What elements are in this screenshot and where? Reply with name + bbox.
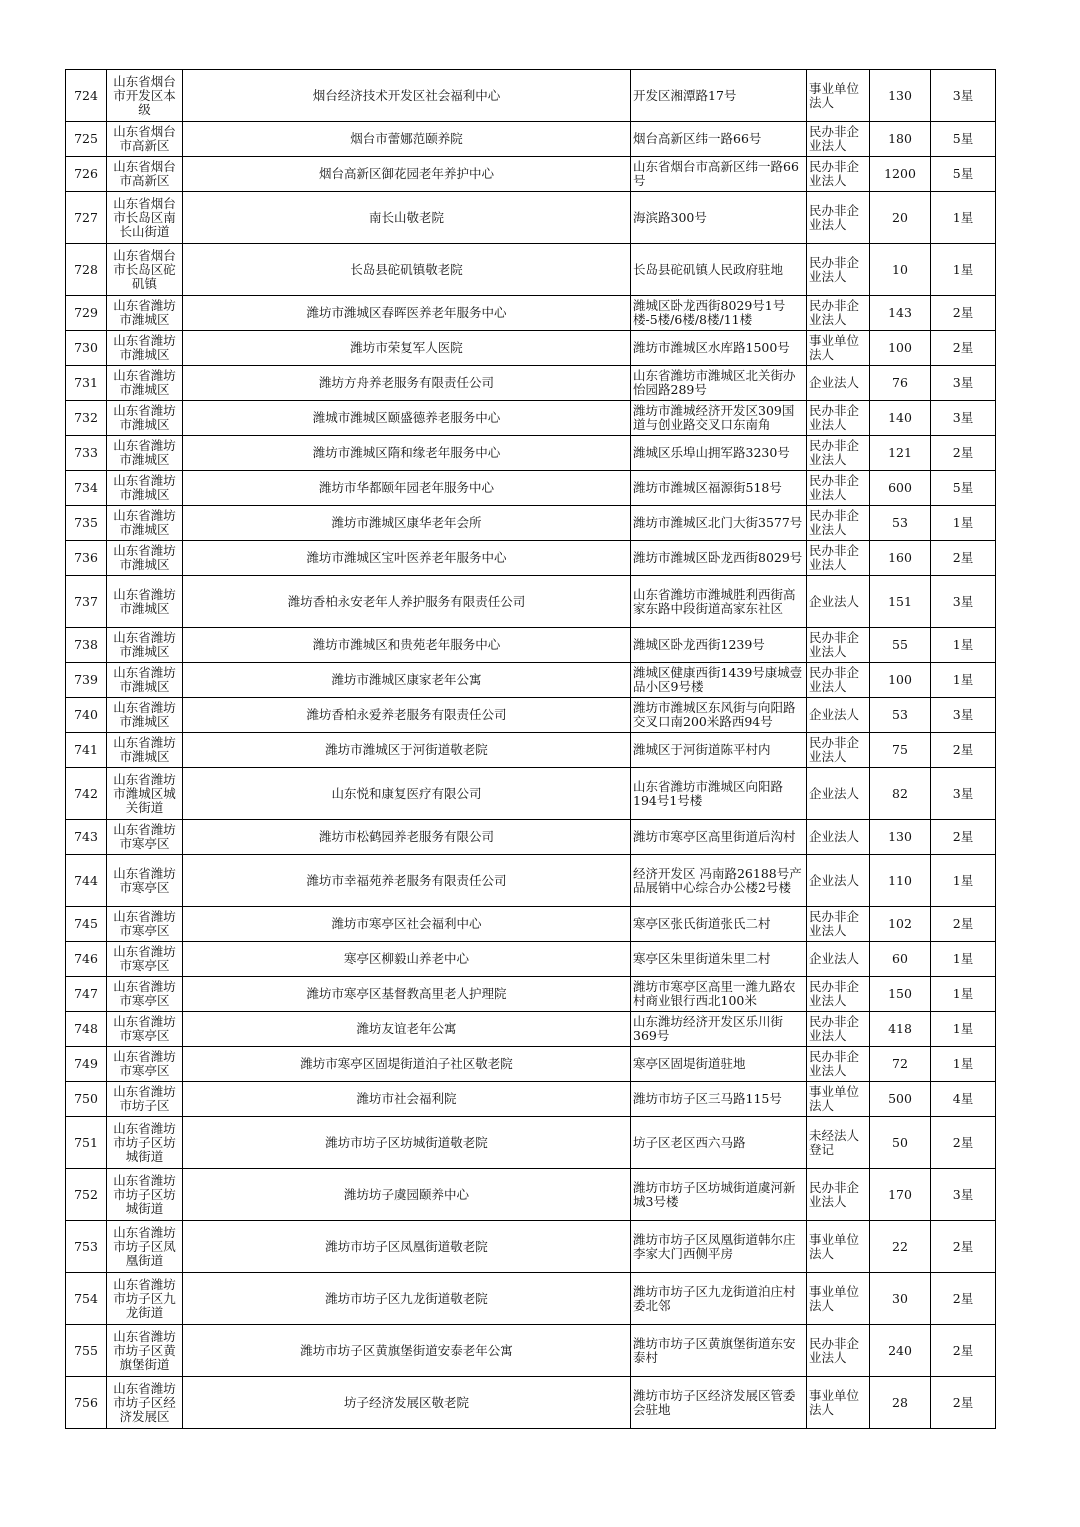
region-cell: 山东省潍坊市坊子区坊城街道	[107, 1169, 183, 1221]
bed-count-cell: 110	[870, 855, 931, 907]
star-rating-cell: 5星	[931, 122, 996, 157]
star-rating-cell: 1星	[931, 506, 996, 541]
table-row	[66, 401, 996, 436]
region-cell: 山东省潍坊市坊子区坊城街道	[107, 1117, 183, 1169]
institution-name: 潍坊市社会福利院	[183, 1082, 631, 1117]
star-rating-cell: 3星	[931, 401, 996, 436]
address-cell: 潍坊市坊子区坊城街道虞河新城3号楼	[631, 1169, 807, 1221]
star-rating-cell: 4星	[931, 1082, 996, 1117]
institution-name: 潍坊市松鹤园养老服务有限公司	[183, 820, 631, 855]
address-cell: 山东省潍坊市潍城区北关街办怡园路289号	[631, 366, 807, 401]
address-cell: 长岛县砣矶镇人民政府驻地	[631, 244, 807, 296]
star-rating-cell: 3星	[931, 768, 996, 820]
address-cell: 潍城区于河街道陈平村内	[631, 733, 807, 768]
bed-count-cell: 180	[870, 122, 931, 157]
region-cell: 山东省潍坊市潍城区	[107, 296, 183, 331]
star-rating-cell: 2星	[931, 733, 996, 768]
legal-type-cell: 企业法人	[807, 698, 870, 733]
institution-name: 烟台经济技术开发区社会福利中心	[183, 70, 631, 122]
legal-type-cell: 企业法人	[807, 366, 870, 401]
region-cell: 山东省潍坊市寒亭区	[107, 942, 183, 977]
region-cell: 山东省潍坊市潍城区	[107, 366, 183, 401]
region-cell: 山东省潍坊市潍城区	[107, 436, 183, 471]
region-cell: 山东省烟台市高新区	[107, 122, 183, 157]
bed-count-cell: 10	[870, 244, 931, 296]
bed-count-cell: 150	[870, 977, 931, 1012]
bed-count-cell: 72	[870, 1047, 931, 1082]
legal-type-cell: 企业法人	[807, 855, 870, 907]
bed-count-cell: 55	[870, 628, 931, 663]
row-number: 741	[66, 733, 107, 768]
row-number: 739	[66, 663, 107, 698]
region-cell: 山东省潍坊市潍城区	[107, 628, 183, 663]
legal-type-cell: 民办非企业法人	[807, 401, 870, 436]
star-rating-cell: 2星	[931, 1117, 996, 1169]
address-cell: 潍坊市潍城区北门大街3577号	[631, 506, 807, 541]
address-cell: 潍坊市寒亭区高里街道后沟村	[631, 820, 807, 855]
table-row	[66, 471, 996, 506]
institution-name: 潍坊市寒亭区固堤街道泊子社区敬老院	[183, 1047, 631, 1082]
star-rating-cell: 3星	[931, 698, 996, 733]
address-cell: 潍坊市坊子区黄旗堡街道东安泰村	[631, 1325, 807, 1377]
region-cell: 山东省潍坊市坊子区九龙街道	[107, 1273, 183, 1325]
address-cell: 潍坊市潍城区卧龙西街8029号	[631, 541, 807, 576]
star-rating-cell: 1星	[931, 244, 996, 296]
region-cell: 山东省烟台市高新区	[107, 157, 183, 192]
row-number: 727	[66, 192, 107, 244]
address-cell: 海滨路300号	[631, 192, 807, 244]
table-row	[66, 157, 996, 192]
table-row	[66, 541, 996, 576]
region-cell: 山东省潍坊市潍城区	[107, 698, 183, 733]
region-cell: 山东省潍坊市坊子区凤凰街道	[107, 1221, 183, 1273]
region-cell: 山东省潍坊市寒亭区	[107, 977, 183, 1012]
institution-name: 潍坊市坊子区凤凰街道敬老院	[183, 1221, 631, 1273]
legal-type-cell: 民办非企业法人	[807, 1012, 870, 1047]
table-row	[66, 192, 996, 244]
bed-count-cell: 240	[870, 1325, 931, 1377]
star-rating-cell: 3星	[931, 366, 996, 401]
bed-count-cell: 60	[870, 942, 931, 977]
table-body	[66, 70, 996, 1429]
row-number: 742	[66, 768, 107, 820]
region-cell: 山东省潍坊市潍城区	[107, 733, 183, 768]
row-number: 753	[66, 1221, 107, 1273]
institution-name: 潍坊市潍城区宝叶医养老年服务中心	[183, 541, 631, 576]
row-number: 736	[66, 541, 107, 576]
bed-count-cell: 170	[870, 1169, 931, 1221]
institution-name: 烟台高新区御花园老年养护中心	[183, 157, 631, 192]
row-number: 732	[66, 401, 107, 436]
star-rating-cell: 2星	[931, 1273, 996, 1325]
legal-type-cell: 民办非企业法人	[807, 244, 870, 296]
table-row	[66, 576, 996, 628]
legal-type-cell: 企业法人	[807, 820, 870, 855]
institution-name: 潍坊市坊子区坊城街道敬老院	[183, 1117, 631, 1169]
row-number: 740	[66, 698, 107, 733]
row-number: 756	[66, 1377, 107, 1429]
legal-type-cell: 民办非企业法人	[807, 1169, 870, 1221]
star-rating-cell: 5星	[931, 471, 996, 506]
address-cell: 山东潍坊经济开发区乐川街369号	[631, 1012, 807, 1047]
bed-count-cell: 121	[870, 436, 931, 471]
institution-name: 长岛县砣矶镇敬老院	[183, 244, 631, 296]
bed-count-cell: 130	[870, 70, 931, 122]
legal-type-cell: 民办非企业法人	[807, 157, 870, 192]
legal-type-cell: 民办非企业法人	[807, 663, 870, 698]
region-cell: 山东省潍坊市寒亭区	[107, 907, 183, 942]
region-cell: 山东省潍坊市潍城区	[107, 331, 183, 366]
row-number: 731	[66, 366, 107, 401]
row-number: 747	[66, 977, 107, 1012]
address-cell: 潍坊市坊子区凤凰街道韩尔庄李家大门西侧平房	[631, 1221, 807, 1273]
star-rating-cell: 2星	[931, 296, 996, 331]
row-number: 729	[66, 296, 107, 331]
star-rating-cell: 1星	[931, 663, 996, 698]
bed-count-cell: 30	[870, 1273, 931, 1325]
legal-type-cell: 未经法人登记	[807, 1117, 870, 1169]
table-row	[66, 663, 996, 698]
institution-name: 潍坊市荣复军人医院	[183, 331, 631, 366]
star-rating-cell: 1星	[931, 192, 996, 244]
legal-type-cell: 企业法人	[807, 768, 870, 820]
institution-name: 潍坊坊子虞园颐养中心	[183, 1169, 631, 1221]
legal-type-cell: 事业单位法人	[807, 331, 870, 366]
table-row	[66, 1377, 996, 1429]
address-cell: 潍城区卧龙西街8029号1号楼-5楼/6楼/8楼/11楼	[631, 296, 807, 331]
bed-count-cell: 76	[870, 366, 931, 401]
row-number: 745	[66, 907, 107, 942]
address-cell: 潍坊市坊子区三马路115号	[631, 1082, 807, 1117]
legal-type-cell: 民办非企业法人	[807, 541, 870, 576]
address-cell: 烟台高新区纬一路66号	[631, 122, 807, 157]
table-row	[66, 907, 996, 942]
legal-type-cell: 民办非企业法人	[807, 122, 870, 157]
star-rating-cell: 2星	[931, 820, 996, 855]
region-cell: 山东省烟台市长岛区南长山街道	[107, 192, 183, 244]
bed-count-cell: 418	[870, 1012, 931, 1047]
star-rating-cell: 2星	[931, 331, 996, 366]
row-number: 748	[66, 1012, 107, 1047]
row-number: 737	[66, 576, 107, 628]
address-cell: 潍坊市潍城经济开发区309国道与创业路交叉口东南角	[631, 401, 807, 436]
star-rating-cell: 1星	[931, 977, 996, 1012]
row-number: 725	[66, 122, 107, 157]
star-rating-cell: 1星	[931, 628, 996, 663]
row-number: 728	[66, 244, 107, 296]
region-cell: 山东省潍坊市潍城区城关街道	[107, 768, 183, 820]
address-cell: 寒亭区固堤街道驻地	[631, 1047, 807, 1082]
bed-count-cell: 28	[870, 1377, 931, 1429]
table-row	[66, 698, 996, 733]
table-row	[66, 1221, 996, 1273]
institution-name: 潍坊市潍城区春晖医养老年服务中心	[183, 296, 631, 331]
legal-type-cell: 民办非企业法人	[807, 471, 870, 506]
row-number: 754	[66, 1273, 107, 1325]
table-row	[66, 1273, 996, 1325]
row-number: 743	[66, 820, 107, 855]
table-row	[66, 977, 996, 1012]
table-row	[66, 122, 996, 157]
row-number: 730	[66, 331, 107, 366]
bed-count-cell: 100	[870, 663, 931, 698]
institution-name: 南长山敬老院	[183, 192, 631, 244]
region-cell: 山东省潍坊市坊子区经济发展区	[107, 1377, 183, 1429]
region-cell: 山东省潍坊市潍城区	[107, 541, 183, 576]
legal-type-cell: 事业单位法人	[807, 1273, 870, 1325]
address-cell: 潍城区乐埠山拥军路3230号	[631, 436, 807, 471]
institution-name: 潍坊市寒亭区社会福利中心	[183, 907, 631, 942]
institution-name: 潍坊市幸福苑养老服务有限责任公司	[183, 855, 631, 907]
institution-name: 潍坊市潍城区于河街道敬老院	[183, 733, 631, 768]
address-cell: 潍坊市坊子区九龙街道泊庄村委北邻	[631, 1273, 807, 1325]
legal-type-cell: 企业法人	[807, 576, 870, 628]
row-number: 746	[66, 942, 107, 977]
table-row	[66, 244, 996, 296]
table-row	[66, 331, 996, 366]
row-number: 733	[66, 436, 107, 471]
star-rating-cell: 3星	[931, 576, 996, 628]
address-cell: 潍坊市坊子区经济发展区管委会驻地	[631, 1377, 807, 1429]
address-cell: 寒亭区张氏街道张氏二村	[631, 907, 807, 942]
legal-type-cell: 事业单位法人	[807, 1082, 870, 1117]
address-cell: 潍坊市潍城区东风街与向阳路交叉口南200米路西94号	[631, 698, 807, 733]
bed-count-cell: 160	[870, 541, 931, 576]
address-cell: 潍坊市潍城区福源街518号	[631, 471, 807, 506]
star-rating-cell: 1星	[931, 1047, 996, 1082]
row-number: 738	[66, 628, 107, 663]
institution-name: 潍坊香柏永爱养老服务有限责任公司	[183, 698, 631, 733]
region-cell: 山东省潍坊市坊子区	[107, 1082, 183, 1117]
institution-name: 潍坊市潍城区和贵苑老年服务中心	[183, 628, 631, 663]
bed-count-cell: 130	[870, 820, 931, 855]
row-number: 735	[66, 506, 107, 541]
region-cell: 山东省潍坊市潍城区	[107, 506, 183, 541]
legal-type-cell: 民办非企业法人	[807, 506, 870, 541]
bed-count-cell: 102	[870, 907, 931, 942]
address-cell: 山东省烟台市高新区纬一路66号	[631, 157, 807, 192]
bed-count-cell: 53	[870, 698, 931, 733]
region-cell: 山东省潍坊市寒亭区	[107, 1047, 183, 1082]
region-cell: 山东省烟台市长岛区砣矶镇	[107, 244, 183, 296]
institution-name: 潍坊方舟养老服务有限责任公司	[183, 366, 631, 401]
star-rating-cell: 2星	[931, 907, 996, 942]
legal-type-cell: 民办非企业法人	[807, 1325, 870, 1377]
table-row	[66, 70, 996, 122]
address-cell: 经济开发区 冯南路26188号产品展销中心综合办公楼2号楼	[631, 855, 807, 907]
bed-count-cell: 500	[870, 1082, 931, 1117]
address-cell: 寒亭区朱里街道朱里二村	[631, 942, 807, 977]
bed-count-cell: 53	[870, 506, 931, 541]
institution-name: 潍坊市潍城区隋和缘老年服务中心	[183, 436, 631, 471]
table-row	[66, 1325, 996, 1377]
legal-type-cell: 民办非企业法人	[807, 436, 870, 471]
star-rating-cell: 1星	[931, 1012, 996, 1047]
bed-count-cell: 75	[870, 733, 931, 768]
legal-type-cell: 民办非企业法人	[807, 977, 870, 1012]
legal-type-cell: 民办非企业法人	[807, 192, 870, 244]
address-cell: 潍坊市寒亭区高里一潍九路农村商业银行西北100米	[631, 977, 807, 1012]
table-row	[66, 820, 996, 855]
bed-count-cell: 82	[870, 768, 931, 820]
region-cell: 山东省潍坊市潍城区	[107, 663, 183, 698]
star-rating-cell: 1星	[931, 855, 996, 907]
bed-count-cell: 50	[870, 1117, 931, 1169]
row-number: 752	[66, 1169, 107, 1221]
legal-type-cell: 民办非企业法人	[807, 907, 870, 942]
star-rating-cell: 2星	[931, 1325, 996, 1377]
address-cell: 潍城区健康西街1439号康城壹品小区9号楼	[631, 663, 807, 698]
table-row	[66, 1082, 996, 1117]
row-number: 749	[66, 1047, 107, 1082]
institution-name: 潍坊市华都颐年园老年服务中心	[183, 471, 631, 506]
row-number: 751	[66, 1117, 107, 1169]
star-rating-cell: 3星	[931, 1169, 996, 1221]
region-cell: 山东省潍坊市坊子区黄旗堡街道	[107, 1325, 183, 1377]
address-cell: 山东省潍坊市潍城区向阳路194号1号楼	[631, 768, 807, 820]
table-row	[66, 628, 996, 663]
legal-type-cell: 民办非企业法人	[807, 1047, 870, 1082]
row-number: 755	[66, 1325, 107, 1377]
row-number: 726	[66, 157, 107, 192]
address-cell: 坊子区老区西六马路	[631, 1117, 807, 1169]
legal-type-cell: 事业单位法人	[807, 1377, 870, 1429]
table-row	[66, 942, 996, 977]
star-rating-cell: 2星	[931, 436, 996, 471]
bed-count-cell: 1200	[870, 157, 931, 192]
region-cell: 山东省潍坊市寒亭区	[107, 820, 183, 855]
institution-name: 潍坊市寒亭区基督教高里老人护理院	[183, 977, 631, 1012]
star-rating-cell: 5星	[931, 157, 996, 192]
institution-name: 潍坊市坊子区黄旗堡街道安泰老年公寓	[183, 1325, 631, 1377]
bed-count-cell: 143	[870, 296, 931, 331]
region-cell: 山东省潍坊市潍城区	[107, 401, 183, 436]
institution-name: 潍坊市潍城区康华老年会所	[183, 506, 631, 541]
address-cell: 开发区湘潭路17号	[631, 70, 807, 122]
address-cell: 潍城区卧龙西街1239号	[631, 628, 807, 663]
institution-name: 山东悦和康复医疗有限公司	[183, 768, 631, 820]
table-row	[66, 366, 996, 401]
bed-count-cell: 140	[870, 401, 931, 436]
institution-name: 潍坊香柏永安老年人养护服务有限责任公司	[183, 576, 631, 628]
row-number: 744	[66, 855, 107, 907]
address-cell: 潍坊市潍城区水库路1500号	[631, 331, 807, 366]
row-number: 724	[66, 70, 107, 122]
bed-count-cell: 600	[870, 471, 931, 506]
institution-name: 潍城市潍城区颐盛德养老服务中心	[183, 401, 631, 436]
star-rating-cell: 1星	[931, 942, 996, 977]
institution-table	[65, 69, 996, 1429]
table-row	[66, 1169, 996, 1221]
bed-count-cell: 151	[870, 576, 931, 628]
row-number: 734	[66, 471, 107, 506]
institution-name: 烟台市蕾娜范颐养院	[183, 122, 631, 157]
bed-count-cell: 100	[870, 331, 931, 366]
region-cell: 山东省烟台市开发区本级	[107, 70, 183, 122]
star-rating-cell: 3星	[931, 70, 996, 122]
bed-count-cell: 20	[870, 192, 931, 244]
region-cell: 山东省潍坊市寒亭区	[107, 1012, 183, 1047]
table-row	[66, 768, 996, 820]
address-cell: 山东省潍坊市潍城胜利西街高家东路中段街道高家东社区	[631, 576, 807, 628]
table-row	[66, 1047, 996, 1082]
star-rating-cell: 2星	[931, 1377, 996, 1429]
table-row	[66, 296, 996, 331]
star-rating-cell: 2星	[931, 541, 996, 576]
table-row	[66, 733, 996, 768]
table-row	[66, 506, 996, 541]
table-row	[66, 436, 996, 471]
legal-type-cell: 民办非企业法人	[807, 733, 870, 768]
star-rating-cell: 2星	[931, 1221, 996, 1273]
institution-name: 潍坊市潍城区康家老年公寓	[183, 663, 631, 698]
region-cell: 山东省潍坊市寒亭区	[107, 855, 183, 907]
legal-type-cell: 事业单位法人	[807, 70, 870, 122]
bed-count-cell: 22	[870, 1221, 931, 1273]
institution-name: 潍坊市坊子区九龙街道敬老院	[183, 1273, 631, 1325]
table-row	[66, 1117, 996, 1169]
legal-type-cell: 民办非企业法人	[807, 628, 870, 663]
institution-name: 潍坊友谊老年公寓	[183, 1012, 631, 1047]
table-row	[66, 1012, 996, 1047]
legal-type-cell: 民办非企业法人	[807, 296, 870, 331]
table-row	[66, 855, 996, 907]
region-cell: 山东省潍坊市潍城区	[107, 471, 183, 506]
institution-name: 寒亭区柳毅山养老中心	[183, 942, 631, 977]
legal-type-cell: 企业法人	[807, 942, 870, 977]
region-cell: 山东省潍坊市潍城区	[107, 576, 183, 628]
institution-name: 坊子经济发展区敬老院	[183, 1377, 631, 1429]
legal-type-cell: 事业单位法人	[807, 1221, 870, 1273]
row-number: 750	[66, 1082, 107, 1117]
